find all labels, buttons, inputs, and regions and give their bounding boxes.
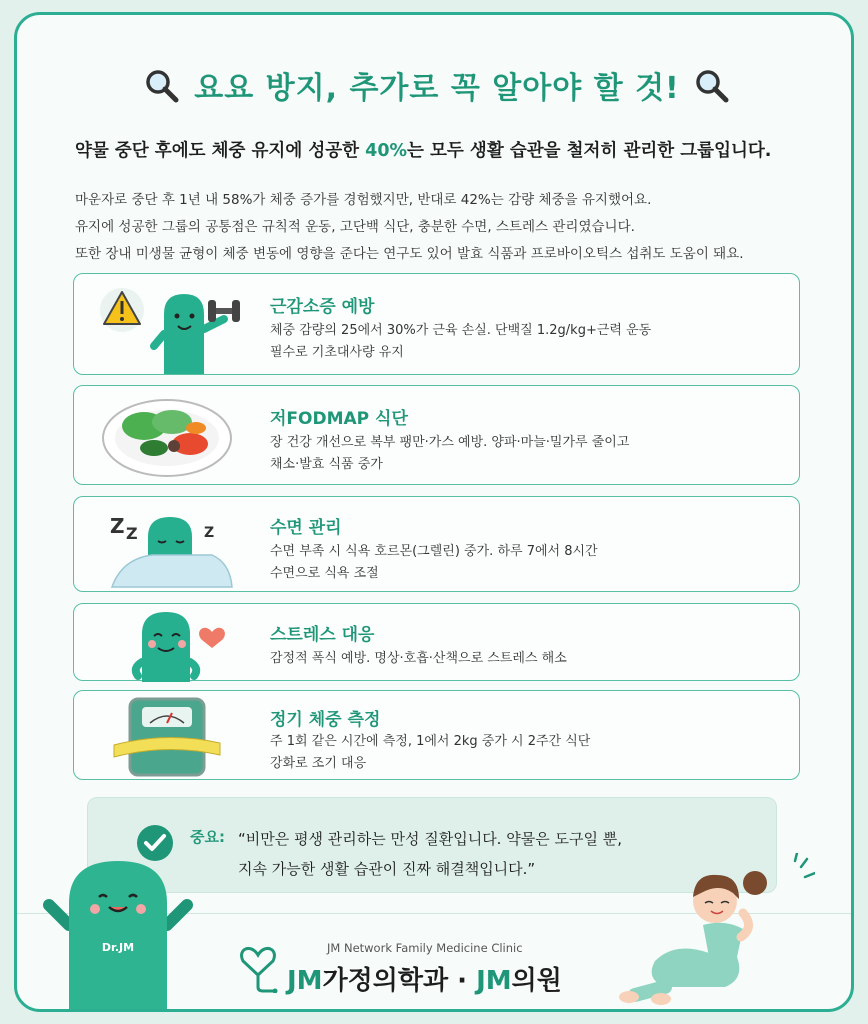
note-quote [238,824,622,884]
card-body: 주 1회 같은 시간에 측정, 1에서 2kg 중가 시 2주간 식단 강화로 조기 대응 [270,734,591,771]
intro-paragraph [75,187,835,268]
stethoscope-heart-icon [233,933,283,997]
exercising-woman-illustration [605,853,815,1012]
sleeping-mascot-icon [92,497,232,591]
card-sarcopenia [73,273,800,375]
magnifier-icon [144,68,180,112]
card-body: 체중 감량의 25에서 30%가 근육 손실. 단백질 1.2g/kg+근력 운동 필수로 기초대사량 유지 [270,323,652,360]
svg-text:Z: Z [110,514,125,538]
card-body: 수면 부족 시 식욕 호르몬(그렐린) 중가. 하루 7에서 8시간 수면으로 식욕 조절 [270,544,598,581]
clinic-english-name: JM Network Family Medicine Clinic [327,941,523,955]
note-label: 중요: [190,828,225,846]
salad-plate-icon [92,386,232,484]
card-title: 근감소증 예방 [270,297,375,317]
magnifier-icon [694,68,730,112]
mascot-label: Dr.JM [101,941,135,954]
card-title: 저FODMAP 식단 [270,409,408,429]
intro-line: 또한 장내 미생물 균형이 체중 변동에 영향을 준다는 연구도 있어 발효 식품과 프로바이오틱스 섭취도 도움이 돼요. [75,246,744,262]
intro-line: 마운자로 중단 후 1년 내 58%가 체중 증가를 경험했지만, 반대로 42%는 감량 체중을 유지했어요. [75,192,652,208]
warning-dumbbell-mascot-icon [92,274,232,374]
heart-mascot-icon [92,604,232,680]
svg-text:Z: Z [126,524,138,543]
lead-sentence [75,137,835,162]
infographic-frame [14,12,854,1012]
lead-text-after: 는 모두 생활 습관을 철저히 관리한 그룹입니다. [407,141,772,161]
svg-text:Z: Z [204,525,215,541]
card-weigh [73,690,800,780]
scale-tape-icon [92,691,232,779]
page-title [17,63,854,112]
card-stress [73,603,800,681]
card-body: 장 건강 개선으로 복부 팽만·가스 예방. 양파·마늘·밀가루 줄이고 채소·발효 식품 중가 [270,435,630,472]
card-sleep [73,496,800,592]
dr-jm-mascot [39,853,209,1012]
lead-text-before: 약물 중단 후에도 체중 유지에 성공한 [75,141,366,161]
card-title: 정기 체중 측정 [270,710,381,730]
title-text: 요요 방지, 추가로 꼭 알아야 할 것! [194,71,680,106]
note-quote-line: “비만은 평생 관리하는 만성 질환입니다. 약물은 도구일 뿐, [238,830,622,848]
note-quote-line: 지속 가능한 생활 습관이 진짜 해결책입니다.” [238,860,536,878]
card-low-fodmap [73,385,800,485]
clinic-korean-name: JM가정의학과 · JM의원 [287,966,562,996]
card-body: 감정적 폭식 예방. 명상·호흡·산책으로 스트레스 해소 [270,651,567,666]
card-title: 수면 관리 [270,518,342,538]
card-title: 스트레스 대응 [270,625,375,645]
lead-highlight: 40% [365,141,408,161]
intro-line: 유지에 성공한 그룹의 공통점은 규칙적 운동, 고단백 식단, 충분한 수면, 스트레스 관리였습니다. [75,219,635,235]
